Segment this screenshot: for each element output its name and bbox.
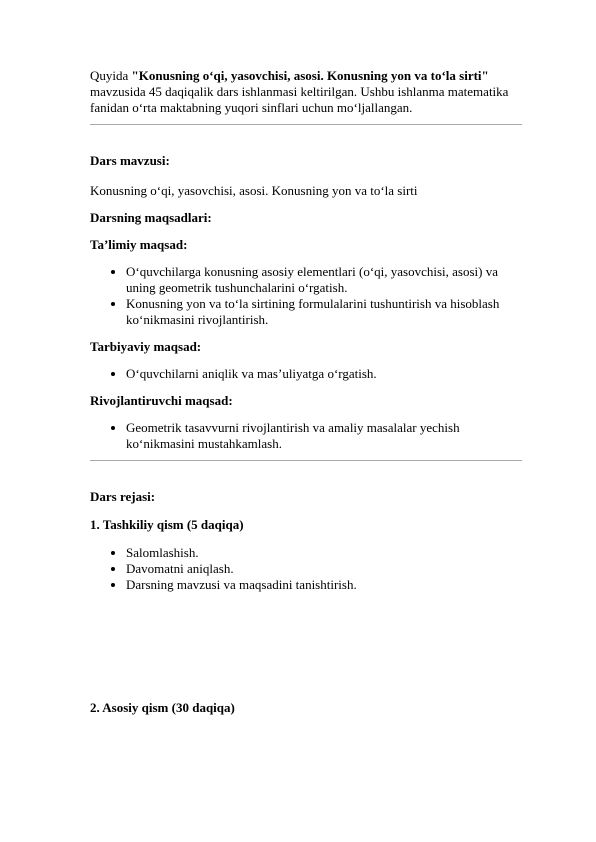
educational-goal-heading: Ta’limiy maqsad: bbox=[90, 237, 188, 252]
intro-topic: "Konusning o‘qi, yasovchisi, asosi. Konusning yon va to‘la sirti" bbox=[131, 68, 489, 83]
list-item: • Darsning mavzusi va maqsadini tanishtirish. bbox=[126, 577, 522, 593]
intro-prefix: Quyida bbox=[90, 68, 132, 83]
developmental-goal-heading: Rivojlantiruvchi maqsad: bbox=[90, 393, 233, 408]
topic-text: Konusning o‘qi, yasovchisi, asosi. Konusning yon va to‘la sirti bbox=[90, 183, 418, 198]
plan-part2-heading: 2. Asosiy qism (30 daqiqa) bbox=[90, 700, 235, 715]
educational-goal-list bbox=[90, 264, 522, 328]
list-item: • Geometrik tasavvurni rivojlantirish va amaliy masalalar yechish ko‘nikmasini mustahkamlash. bbox=[126, 420, 522, 452]
list-item: • O‘quvchilarni aniqlik va mas’uliyatga o‘rgatish. bbox=[126, 366, 522, 382]
upbringing-goal-heading: Tarbiyaviy maqsad: bbox=[90, 339, 202, 354]
intro-paragraph bbox=[90, 68, 522, 116]
developmental-goal-list bbox=[90, 420, 522, 452]
plan-part1-list bbox=[90, 545, 522, 593]
list-item: • O‘quvchilarga konusning asosiy elementlari (o‘qi, yasovchisi, asosi) va uning geometrik tushunchalarini o‘rgatish. bbox=[126, 264, 522, 296]
goals-heading: Darsning maqsadlari: bbox=[90, 210, 212, 225]
plan-heading: Dars rejasi: bbox=[90, 489, 156, 504]
divider bbox=[90, 124, 522, 125]
plan-part1-heading: 1. Tashkiliy qism (5 daqiqa) bbox=[90, 517, 244, 532]
document-page bbox=[90, 68, 522, 716]
divider bbox=[90, 460, 522, 461]
topic-heading: Dars mavzusi: bbox=[90, 153, 170, 168]
upbringing-goal-list bbox=[90, 366, 522, 382]
list-item: • Salomlashish. bbox=[126, 545, 522, 561]
list-item: • Davomatni aniqlash. bbox=[126, 561, 522, 577]
list-item: • Konusning yon va to‘la sirtining formulalarini tushuntirish va hisoblash ko‘nikmasini rivojlantirish. bbox=[126, 296, 522, 328]
intro-suffix: mavzusida 45 daqiqalik dars ishlanmasi keltirilgan. Ushbu ishlanma matematika fanidan o‘rta maktabning yuqori sinflari uchun mo‘ljallangan. bbox=[90, 84, 509, 115]
